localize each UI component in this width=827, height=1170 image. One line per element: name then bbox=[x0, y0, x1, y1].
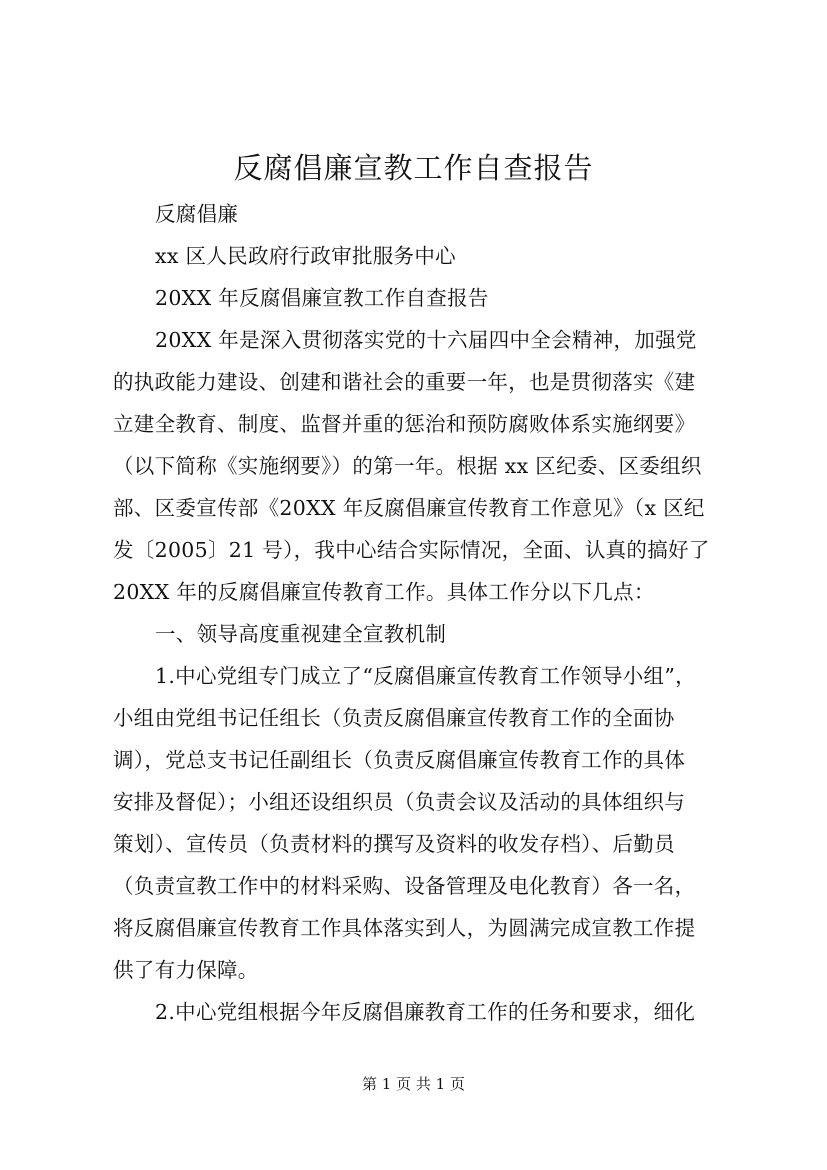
page-footer: 第 1 页 共 1 页 bbox=[362, 1075, 465, 1093]
paragraph-line: 安排及督促）；小组还设组织员（负责会议及活动的具体组织与 bbox=[113, 790, 686, 814]
document-title: 反腐倡廉宣教工作自查报告 bbox=[233, 151, 594, 185]
paragraph-line: 策划）、宣传员（负责材料的撰写及资料的收发存档）、后勤员 bbox=[113, 832, 675, 856]
paragraph-line: 供了有力保障。 bbox=[113, 958, 259, 982]
paragraph-line: xx 区人民政府行政审批服务中心 bbox=[155, 244, 456, 268]
section-heading: 一、领导高度重视建全宣教机制 bbox=[155, 622, 447, 646]
paragraph-line: 的执政能力建设、创建和谐社会的重要一年，也是贯彻落实《建 bbox=[113, 370, 696, 394]
paragraph-line: 20XX 年的反腐倡廉宣传教育工作。具体工作分以下几点： bbox=[113, 580, 655, 604]
paragraph-line: （以下简称《实施纲要》）的第一年。根据 xx 区纪委、区委组织 bbox=[113, 454, 702, 478]
paragraph-line: 20XX 年反腐倡廉宣教工作自查报告 bbox=[155, 286, 489, 310]
paragraph-line: 反腐倡廉 bbox=[155, 202, 239, 226]
paragraph-line: 发〔2005〕21 号），我中心结合实际情况，全面、认真的搞好了 bbox=[113, 538, 710, 562]
paragraph-line: 将反腐倡廉宣传教育工作具体落实到人，为圆满完成宣教工作提 bbox=[113, 916, 696, 940]
paragraph-line: 2.中心党组根据今年反腐倡廉教育工作的任务和要求，细化 bbox=[155, 1000, 696, 1024]
paragraph-line: 1.中心党组专门成立了“反腐倡廉宣传教育工作领导小组”， bbox=[155, 664, 696, 688]
paragraph-line: 调），党总支书记任副组长（负责反腐倡廉宣传教育工作的具体 bbox=[113, 748, 686, 772]
paragraph-line: 小组由党组书记任组长（负责反腐倡廉宣传教育工作的全面协 bbox=[113, 706, 675, 730]
paragraph-line: 部、区委宣传部《20XX 年反腐倡廉宣传教育工作意见》（x 区纪 bbox=[113, 496, 705, 520]
paragraph-line: （负责宣教工作中的材料采购、设备管理及电化教育）各一名， bbox=[113, 874, 696, 898]
paragraph-line: 立建全教育、制度、监督并重的惩治和预防腐败体系实施纲要》 bbox=[113, 412, 696, 436]
paragraph-line: 20XX 年是深入贯彻落实党的十六届四中全会精神，加强党 bbox=[155, 328, 697, 352]
